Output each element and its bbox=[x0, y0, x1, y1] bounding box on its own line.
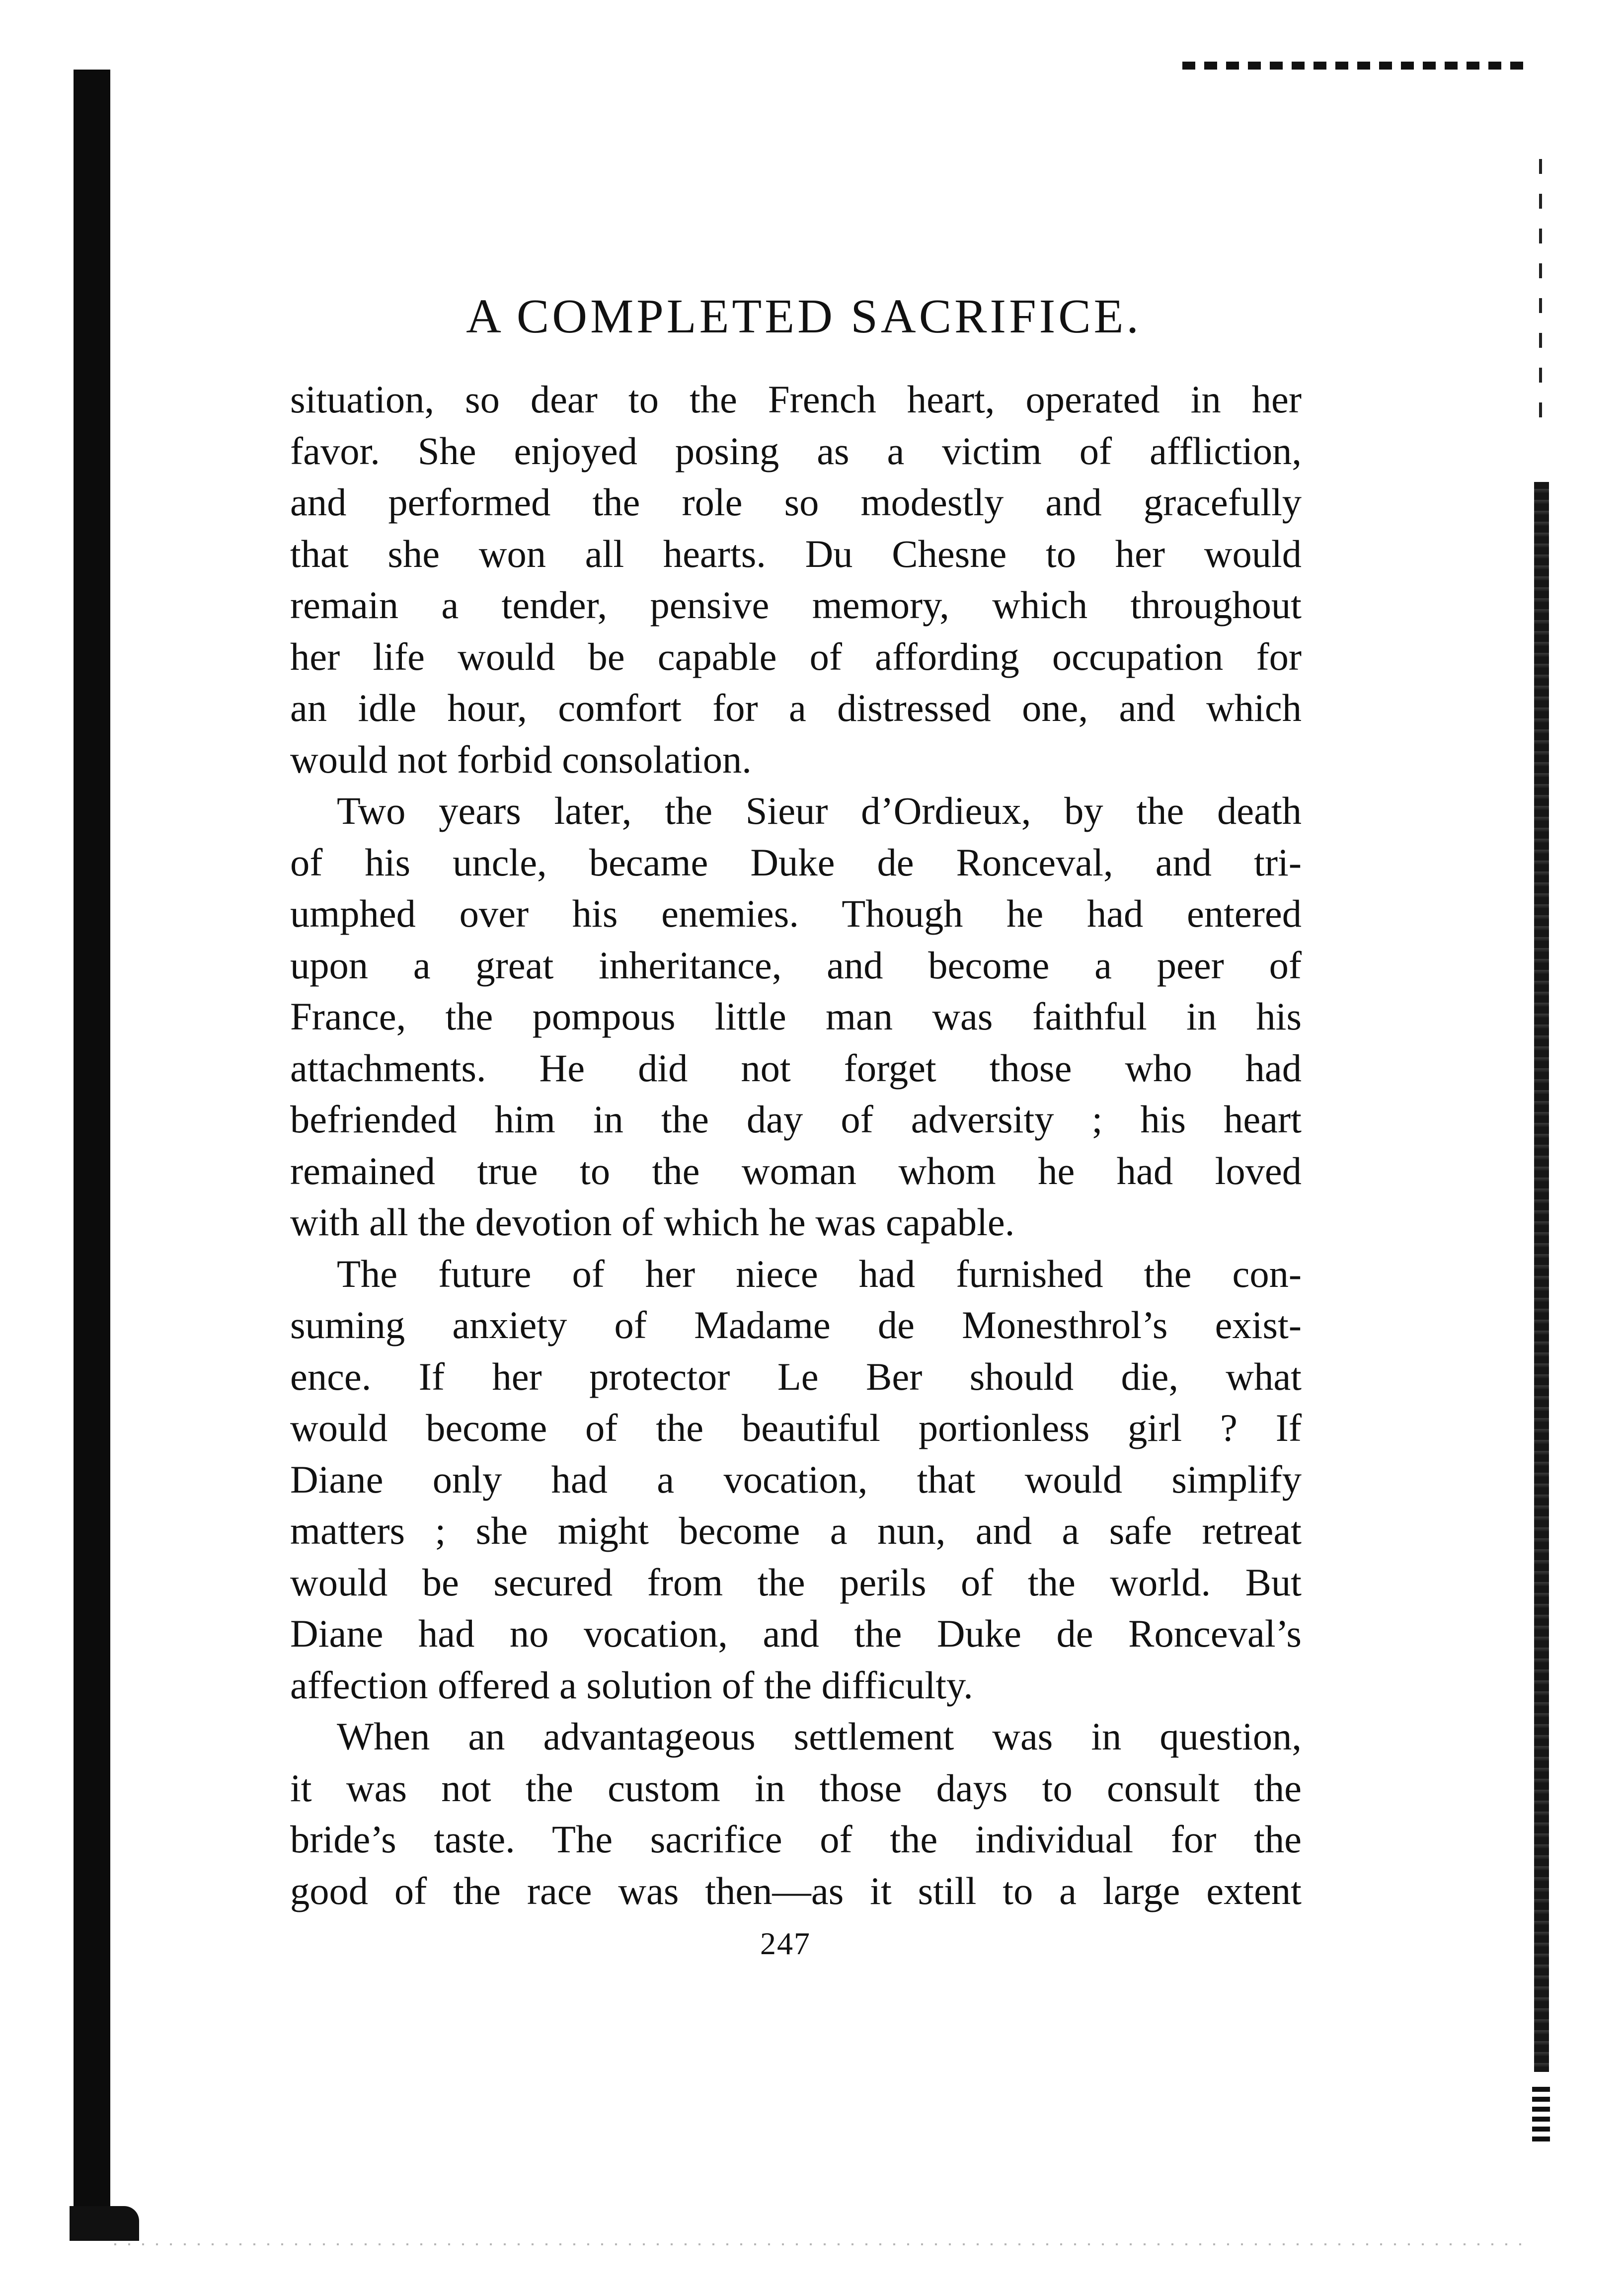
text-line: remain a tender, pensive memory, which throughout bbox=[290, 583, 1302, 627]
text-line: favor. She enjoyed posing as a victim of affliction, bbox=[290, 429, 1302, 473]
text-line: umphed over his enemies. Though he had entered bbox=[290, 892, 1302, 935]
running-head: A COMPLETED SACRIFICE. bbox=[466, 290, 1142, 343]
page-edge-bottom bbox=[1532, 2087, 1550, 2146]
text-line: would be secured from the perils of the world. But bbox=[290, 1560, 1302, 1604]
text-line: affection offered a solution of the difficulty. bbox=[290, 1663, 973, 1707]
text-line: Two years later, the Sieur d’Ordieux, by the death bbox=[337, 789, 1302, 832]
scan-artifact-top bbox=[1182, 62, 1530, 70]
text-line: with all the devotion of which he was capable. bbox=[290, 1200, 1015, 1244]
text-line: of his uncle, became Duke de Ronceval, and tri- bbox=[290, 840, 1302, 884]
text-line: attachments. He did not forget those who had bbox=[290, 1046, 1302, 1090]
text-line: Diane only had a vocation, that would simplify bbox=[290, 1457, 1302, 1501]
scan-artifact-bottom bbox=[114, 2243, 1530, 2245]
text-line: would not forbid consolation. bbox=[290, 737, 752, 781]
text-line: remained true to the woman whom he had loved bbox=[290, 1149, 1302, 1192]
text-line: would become of the beautiful portionless girl ? If bbox=[290, 1406, 1302, 1449]
book-spine-foot bbox=[70, 2206, 139, 2241]
text-line: an idle hour, comfort for a distressed one, and which bbox=[290, 686, 1302, 729]
text-line: bride’s taste. The sacrifice of the individual for the bbox=[290, 1818, 1302, 1861]
text-line: ence. If her protector Le Ber should die, what bbox=[290, 1354, 1302, 1398]
text-line: suming anxiety of Madame de Monesthrol’s exist- bbox=[290, 1303, 1302, 1346]
page-edge-top bbox=[1539, 159, 1542, 417]
text-line: The future of her niece had furnished the con- bbox=[337, 1252, 1302, 1295]
page-edge-right bbox=[1534, 482, 1549, 2072]
text-line: and performed the role so modestly and gracefully bbox=[290, 480, 1302, 524]
text-line: good of the race was then—as it still to a large extent bbox=[290, 1869, 1302, 1912]
text-line: situation, so dear to the French heart, operated in her bbox=[290, 378, 1302, 421]
text-line: befriended him in the day of adversity ; his heart bbox=[290, 1098, 1302, 1141]
page-number: 247 bbox=[760, 1926, 811, 1961]
text-line: France, the pompous little man was faithful in his bbox=[290, 995, 1302, 1038]
text-line: upon a great inheritance, and become a peer of bbox=[290, 943, 1302, 987]
text-line: Diane had no vocation, and the Duke de Ronceval’s bbox=[290, 1612, 1302, 1655]
text-line: matters ; she might become a nun, and a safe retreat bbox=[290, 1509, 1302, 1552]
body-text bbox=[290, 374, 1302, 1916]
text-line: When an advantageous settlement was in question, bbox=[337, 1715, 1302, 1758]
text-line: it was not the custom in those days to consult the bbox=[290, 1766, 1302, 1810]
text-line: her life would be capable of affording occupation for bbox=[290, 634, 1302, 678]
text-line: that she won all hearts. Du Chesne to her would bbox=[290, 532, 1302, 575]
book-spine-shadow bbox=[74, 70, 110, 2236]
